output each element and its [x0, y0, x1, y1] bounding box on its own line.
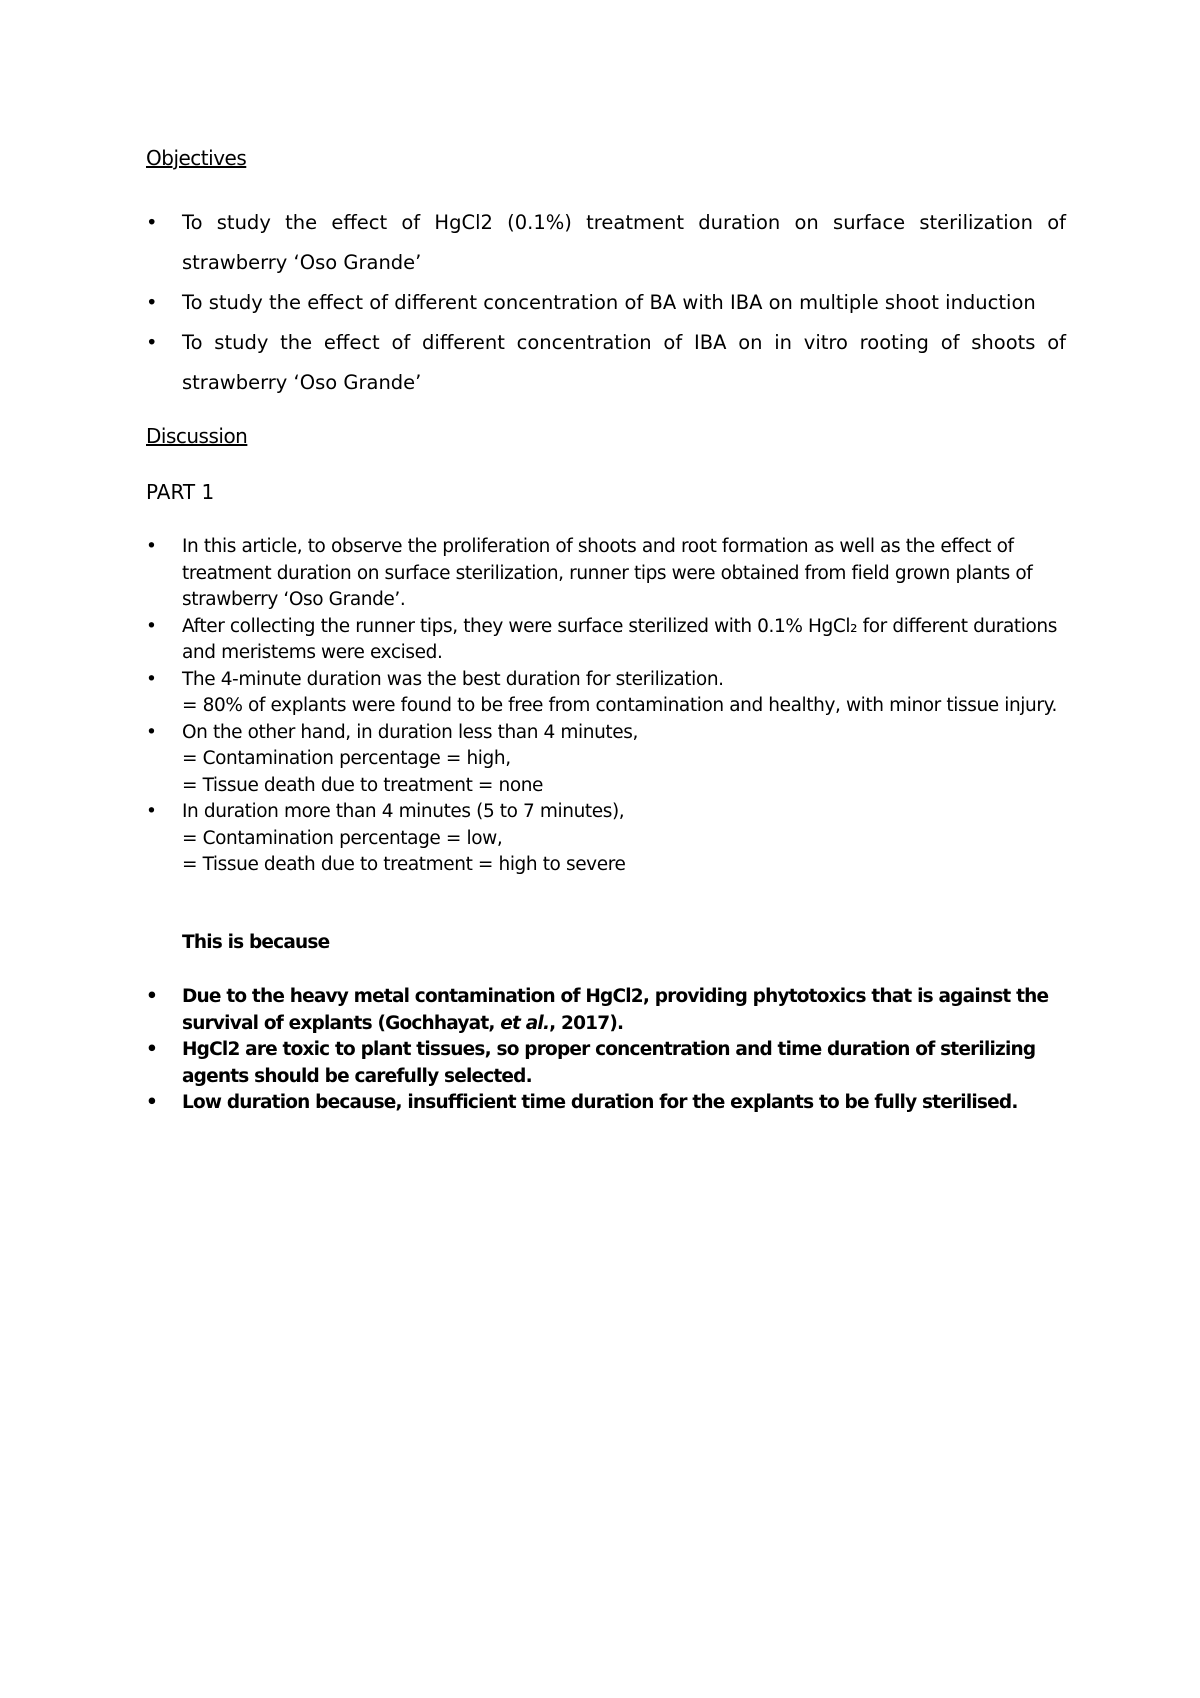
- bullet-icon: •: [146, 291, 158, 314]
- list-item: [146, 614, 1066, 667]
- discussion-text: After collecting the runner tips, they were surface sterilized with 0.1% HgCl₂ for different durations and meristems were excised.: [182, 615, 1057, 663]
- bullet-icon: •: [146, 721, 157, 743]
- discussion-text: On the other hand, in duration less than 4 minutes,: [182, 721, 638, 743]
- reason-citation-italic: et al.: [500, 1012, 550, 1034]
- discussion-subline: = Tissue death due to treatment = high to severe: [182, 854, 626, 875]
- bullet-icon: •: [146, 536, 157, 557]
- bullet-icon: •: [146, 801, 157, 822]
- reasons-list: [146, 984, 1066, 1117]
- list-item: [146, 667, 1066, 720]
- because-label: This is because: [182, 932, 330, 953]
- discussion-subline: = Contamination percentage = high,: [182, 748, 511, 769]
- discussion-text: In this article, to observe the proliferation of shoots and root formation as well as the effect of treatment duration on surface sterilization, runner tips were obtained from field grown plants of strawberry ‘Oso Grande’.: [182, 536, 1033, 610]
- list-item: [146, 1037, 1066, 1090]
- discussion-heading: Discussion: [146, 424, 248, 448]
- discussion-subline: = Tissue death due to treatment = none: [182, 774, 544, 796]
- list-item: [146, 984, 1066, 1037]
- bullet-icon: •: [146, 1092, 158, 1113]
- list-item: [146, 283, 1066, 323]
- reason-text-part: Due to the heavy metal contamination of HgCl2, providing phytotoxics that is against the survival of explants (Gochhayat,: [182, 986, 1049, 1034]
- reason-text-part: , 2017).: [549, 1012, 624, 1034]
- list-item: [146, 534, 1066, 614]
- objective-text: To study the effect of different concentration of IBA on in vitro rooting of shoots of strawberry ‘Oso Grande’: [182, 331, 1066, 394]
- bullet-icon: •: [146, 331, 158, 354]
- reason-text: Low duration because, insufficient time duration for the explants to be fully sterilised.: [182, 1092, 1018, 1113]
- discussion-subline: = 80% of explants were found to be free from contamination and healthy, with minor tissue injury.: [182, 695, 1057, 716]
- list-item: [146, 203, 1066, 283]
- discussion-text: The 4-minute duration was the best duration for sterilization.: [182, 668, 724, 690]
- bullet-icon: •: [146, 668, 157, 690]
- objectives-heading: Objectives: [146, 146, 247, 170]
- bullet-icon: •: [146, 986, 158, 1007]
- bullet-icon: •: [146, 1039, 158, 1060]
- reason-text: HgCl2 are toxic to plant tissues, so proper concentration and time duration of sterilizing agents should be carefully selected.: [182, 1039, 1036, 1087]
- discussion-text: In duration more than 4 minutes (5 to 7 minutes),: [182, 801, 625, 822]
- objectives-list: [146, 203, 1066, 403]
- discussion-subline: = Contamination percentage = low,: [182, 827, 503, 849]
- reason-text: [182, 986, 1048, 1034]
- discussion-list: [146, 534, 1066, 879]
- list-item: [146, 720, 1066, 800]
- part-label: PART 1: [146, 480, 215, 504]
- bullet-icon: •: [146, 615, 157, 637]
- list-item: [146, 323, 1066, 403]
- bullet-icon: •: [146, 211, 158, 234]
- objective-text: To study the effect of different concentration of BA with IBA on multiple shoot induction: [182, 291, 1036, 314]
- list-item: [146, 799, 1066, 879]
- objective-text: To study the effect of HgCl2 (0.1%) treatment duration on surface sterilization of strawberry ‘Oso Grande’: [182, 211, 1066, 274]
- list-item: [146, 1090, 1066, 1117]
